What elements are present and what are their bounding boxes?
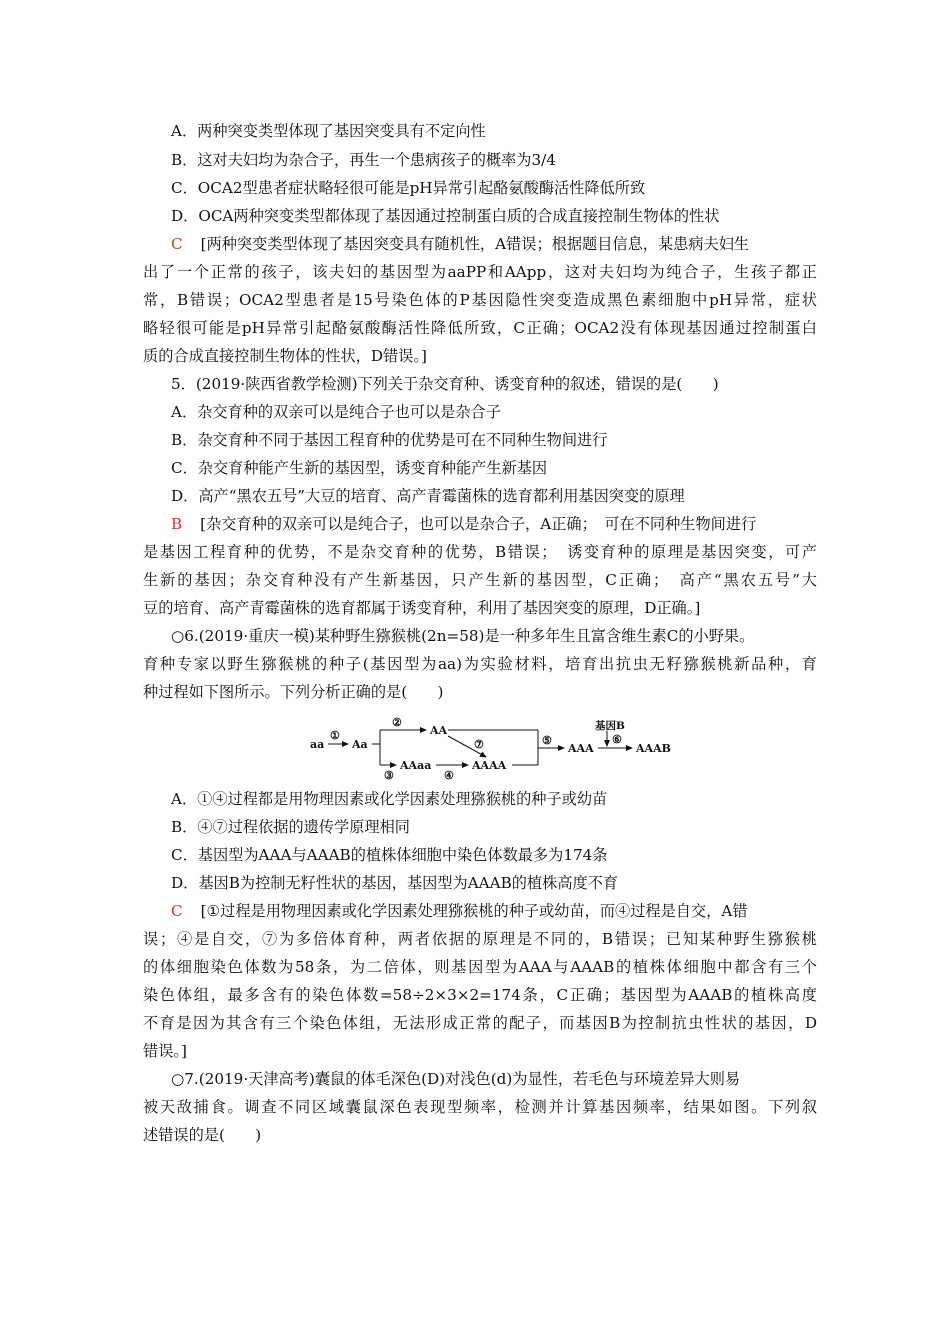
node-AA: AA	[430, 724, 448, 737]
q6-option-b: B．④⑦过程依据的遗传学原理相同	[171, 818, 410, 836]
q6-option-d: D．基因B为控制无籽性状的基因，基因型为AAAB的植株高度不育	[171, 874, 619, 892]
step-5-label: ⑤	[542, 734, 552, 747]
q6-explanation-line: 错误。]	[143, 1042, 187, 1060]
step-6-label: ⑥	[612, 733, 622, 746]
step-7-label: ⑦	[474, 738, 484, 751]
q6-explanation-line: 染色体组，最多含有的染色体数=58÷2×3×2=174条，C正确；基因型为AAAB的植株高度	[143, 986, 817, 1004]
q7-stem-line: 述错误的是( )	[143, 1126, 262, 1144]
q5-explanation-line: 生新的基因；杂交育种没有产生新基因，只产生新的基因型，C正确； 高产“黑农五号”大	[143, 571, 817, 589]
step-3-label: ③	[384, 769, 394, 781]
q5-explanation-line: B [杂交育种的双亲可以是纯合子，也可以是杂合子，A正确； 可在不同种生物间进行	[171, 515, 757, 533]
q4-explanation-line: 略轻很可能是pH异常引起酪氨酸酶活性降低所致，C正确；OCA2没有体现基因通过控制蛋白	[143, 319, 817, 337]
q6-stem-line: 种过程如下图所示。下列分析正确的是( )	[143, 683, 444, 701]
step-1-label: ①	[330, 729, 340, 742]
q5-option-c: C．杂交育种能产生新的基因型，诱变育种能产生新基因	[171, 459, 548, 477]
step-4-label: ④	[444, 769, 454, 781]
node-AAAA: AAAA	[472, 759, 507, 772]
node-AAA: AAA	[568, 742, 594, 755]
q6-explanation-line: C [①过程是用物理因素或化学因素处理猕猴桃的种子或幼苗，而④过程是自交，A错	[171, 902, 748, 920]
q6-option-c: C．基因型为AAA与AAAB的植株体细胞中染色体数最多为174条	[171, 846, 608, 864]
q5-explanation-line: 是基因工程育种的优势，不是杂交育种的优势，B错误； 诱变育种的原理是基因突变，可产	[143, 543, 817, 561]
q6-option-a: A．①④过程都是用物理因素或化学因素处理猕猴桃的种子或幼苗	[171, 790, 608, 808]
q4-answer: C	[171, 235, 183, 253]
q4-explanation-line: 常，B错误；OCA2型患者是15号染色体的P基因隐性突变造成黑色素细胞中pH异常，症状	[143, 291, 817, 309]
q6-stem-line: ○6.(2019·重庆一模)某种野生猕猴桃(2n=58)是一种多年生且富含维生素C的小野果。	[171, 627, 755, 645]
q6-explanation-line: 不育是因为其含有三个染色体组，无法形成正常的配子，而基因B为控制抗虫性状的基因，D	[143, 1014, 817, 1032]
q4-option-c: C．OCA2型患者症状略轻很可能是pH异常引起酪氨酸酶活性降低所致	[171, 179, 646, 197]
q4-option-a: A．两种突变类型体现了基因突变具有不定向性	[171, 122, 486, 140]
node-AAaa: AAaa	[400, 759, 432, 772]
q4-option-d: D．OCA两种突变类型都体现了基因通过控制蛋白质的合成直接控制生物体的性状	[171, 207, 720, 225]
q5-option-b: B．杂交育种不同于基因工程育种的优势是可在不同种生物间进行	[171, 431, 608, 449]
node-Aa: Aa	[352, 738, 368, 751]
breeding-process-diagram	[308, 715, 688, 781]
q7-stem-line: ○7.(2019·天津高考)囊鼠的体毛深色(D)对浅色(d)为显性，若毛色与环境差异大则易	[171, 1070, 741, 1088]
q4-explanation-line: C [两种突变类型体现了基因突变具有随机性，A错误；根据题目信息，某患病夫妇生	[171, 235, 750, 253]
q6-explanation-line: 误；④是自交，⑦为多倍体育种，两者依据的原理是不同的，B错误；已知某种野生猕猴桃	[143, 930, 817, 948]
q6-stem-line: 育种专家以野生猕猴桃的种子(基因型为aa)为实验材料，培育出抗虫无籽猕猴桃新品种，育	[143, 655, 817, 673]
q4-explanation-line: 出了一个正常的孩子，该夫妇的基因型为aaPP和AApp，这对夫妇均为纯合子，生孩子都正	[143, 263, 817, 281]
q5-option-a: A．杂交育种的双亲可以是纯合子也可以是杂合子	[171, 403, 501, 421]
q5-option-d: D．高产“黑农五号”大豆的培育、高产青霉菌株的选育都利用基因突变的原理	[171, 487, 685, 505]
step-2-label: ②	[392, 716, 402, 729]
q5-explanation-line: 豆的培育、高产青霉菌株的选育都属于诱变育种，利用了基因突变的原理，D正确。]	[143, 599, 701, 617]
node-AAAB: AAAB	[636, 742, 671, 755]
q6-answer: C	[171, 902, 183, 920]
q7-stem-line: 被天敌捕食。调查不同区域囊鼠深色表现型频率，检测并计算基因频率，结果如图。下列叙	[143, 1098, 817, 1116]
q4-explanation-line: 质的合成直接控制生物体的性状，D错误。]	[143, 347, 427, 365]
q5-answer: B	[171, 515, 183, 533]
node-aa: aa	[310, 738, 325, 751]
q4-option-b: B．这对夫妇均为杂合子，再生一个患病孩子的概率为3/4	[171, 151, 556, 169]
q5-stem: 5．(2019·陕西省教学检测)下列关于杂交育种、诱变育种的叙述，错误的是( )	[171, 375, 719, 393]
gene-b-label: 基因B	[595, 720, 625, 732]
q6-explanation-line: 的体细胞染色体数为58条，为二倍体，则基因型为AAA与AAAB的植株体细胞中都含有三个	[143, 958, 817, 976]
